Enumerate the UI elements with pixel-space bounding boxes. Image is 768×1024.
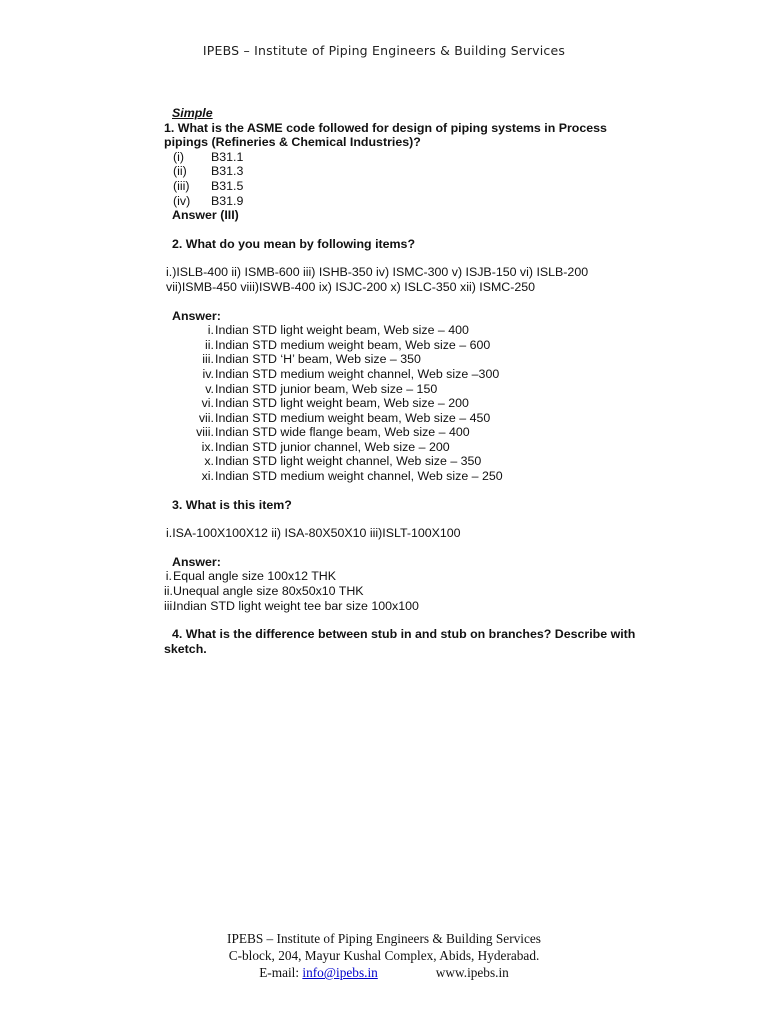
answer-text: Unequal angle size 80x50x10 THK bbox=[173, 584, 364, 599]
page-header: IPEBS – Institute of Piping Engineers & Building Services bbox=[202, 43, 566, 58]
answer-row bbox=[164, 367, 684, 382]
section-label: Simple bbox=[172, 106, 213, 120]
page-footer bbox=[0, 930, 768, 981]
question-3-answer-label: Answer: bbox=[172, 554, 221, 569]
question-1-options bbox=[164, 150, 684, 208]
option-number: (ii) bbox=[173, 164, 187, 179]
answer-text: Indian STD wide flange beam, Web size – 400 bbox=[215, 425, 470, 440]
option-row bbox=[164, 150, 684, 165]
question-2-title: 2. What do you mean by following items? bbox=[172, 236, 416, 251]
footer-website: www.ipebs.in bbox=[435, 965, 509, 980]
footer-email-link[interactable]: info@ipebs.in bbox=[302, 965, 378, 980]
document-body bbox=[164, 106, 684, 656]
answer-text: Indian STD medium weight beam, Web size – 600 bbox=[215, 337, 491, 352]
footer-contact bbox=[0, 964, 768, 981]
question-1-line-1: 1. What is the ASME code followed for design of piping systems in Process bbox=[164, 120, 607, 135]
answer-number: ix. bbox=[201, 439, 214, 454]
answer-number: v. bbox=[205, 381, 214, 396]
answer-number: vi. bbox=[201, 396, 214, 411]
question-4-line-2: sketch. bbox=[164, 641, 207, 656]
option-row bbox=[164, 194, 684, 209]
answer-text: Equal angle size 100x12 THK bbox=[173, 569, 337, 584]
answer-text: Indian STD ‘H’ beam, Web size – 350 bbox=[215, 352, 421, 367]
answer-text: Indian STD medium weight channel, Web size – 250 bbox=[215, 469, 503, 484]
answer-row bbox=[164, 440, 684, 455]
answer-number: vii. bbox=[198, 410, 214, 425]
option-number: (iii) bbox=[173, 178, 190, 193]
answer-number: iii. bbox=[164, 598, 176, 613]
answer-text: Indian STD light weight beam, Web size – 400 bbox=[215, 323, 469, 338]
answer-number: viii. bbox=[196, 425, 214, 440]
question-2-items-line-1: i.)ISLB-400 ii) ISMB-600 iii) ISHB-350 iv) ISMC-300 v) ISJB-150 vi) ISLB-200 bbox=[166, 265, 589, 280]
option-text: B31.1 bbox=[211, 149, 244, 164]
answer-text: Indian STD medium weight beam, Web size – 450 bbox=[215, 410, 491, 425]
question-3-items: i.ISA-100X100X12 ii) ISA-80X50X10 iii)ISLT-100X100 bbox=[166, 526, 461, 541]
option-number: (i) bbox=[173, 149, 185, 164]
question-1-line-2: pipings (Refineries & Chemical Industries)? bbox=[164, 135, 421, 150]
question-4-line-1: 4. What is the difference between stub in and stub on branches? Describe with bbox=[172, 627, 636, 642]
question-1-answer: Answer (III) bbox=[172, 208, 239, 223]
answer-number: iv. bbox=[202, 366, 214, 381]
answer-number: i. bbox=[165, 569, 172, 584]
question-3-answers bbox=[164, 569, 684, 613]
answer-text: Indian STD medium weight channel, Web size –300 bbox=[215, 366, 500, 381]
option-text: B31.3 bbox=[211, 164, 244, 179]
answer-number: iii. bbox=[202, 352, 214, 367]
option-number: (iv) bbox=[173, 193, 191, 208]
question-2-answers bbox=[164, 323, 684, 484]
answer-row bbox=[164, 599, 684, 614]
answer-row bbox=[164, 352, 684, 367]
answer-number: x. bbox=[204, 454, 214, 469]
answer-row bbox=[164, 338, 684, 353]
question-2-items-line-2: vii)ISMB-450 viii)ISWB-400 ix) ISJC-200 x) ISLC-350 xii) ISMC-250 bbox=[166, 279, 536, 294]
option-text: B31.5 bbox=[211, 178, 244, 193]
answer-row bbox=[164, 454, 684, 469]
answer-number: ii. bbox=[164, 584, 173, 599]
answer-row bbox=[164, 411, 684, 426]
option-row bbox=[164, 179, 684, 194]
question-3-title: 3. What is this item? bbox=[172, 497, 292, 512]
answer-text: Indian STD light weight tee bar size 100x100 bbox=[173, 598, 419, 613]
answer-text: Indian STD light weight channel, Web size – 350 bbox=[215, 454, 482, 469]
answer-row bbox=[164, 469, 684, 484]
option-row bbox=[164, 164, 684, 179]
answer-text: Indian STD junior channel, Web size – 200 bbox=[215, 439, 450, 454]
answer-row bbox=[164, 569, 684, 584]
footer-email-prefix: E-mail: bbox=[259, 965, 303, 980]
answer-text: Indian STD junior beam, Web size – 150 bbox=[215, 381, 438, 396]
answer-row bbox=[164, 584, 684, 599]
answer-row bbox=[164, 382, 684, 397]
answer-text: Indian STD light weight beam, Web size – 200 bbox=[215, 396, 469, 411]
question-2-answer-label: Answer: bbox=[172, 308, 221, 323]
footer-institute: IPEBS – Institute of Piping Engineers & Building Services bbox=[227, 931, 541, 946]
answer-number: i. bbox=[207, 323, 214, 338]
answer-row bbox=[164, 396, 684, 411]
answer-row bbox=[164, 425, 684, 440]
answer-row bbox=[164, 323, 684, 338]
option-text: B31.9 bbox=[211, 193, 244, 208]
answer-number: xi. bbox=[201, 469, 214, 484]
footer-address: C-block, 204, Mayur Kushal Complex, Abids, Hyderabad. bbox=[228, 948, 540, 963]
answer-number: ii. bbox=[205, 337, 214, 352]
